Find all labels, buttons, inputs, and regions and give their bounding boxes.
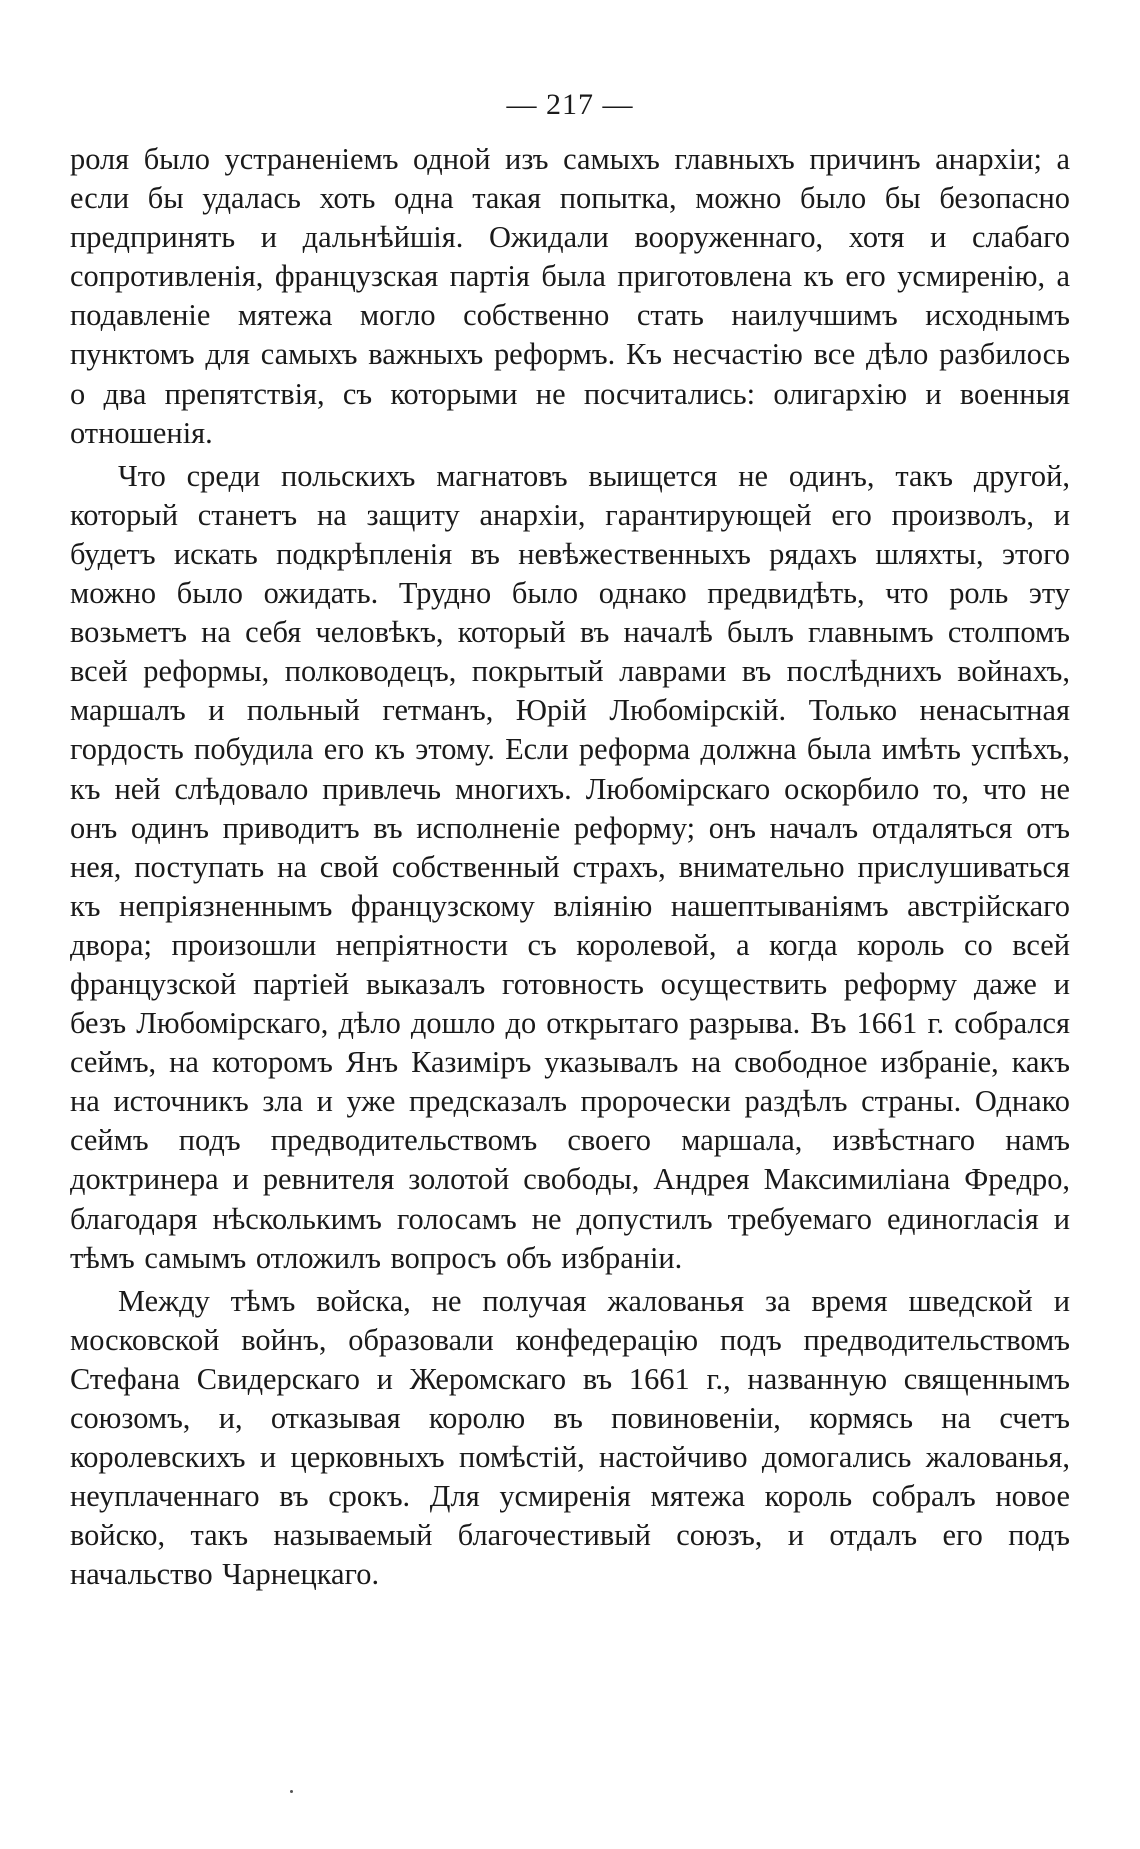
paragraph-2: Что среди польскихъ магнатовъ выищется не одинъ, такъ другой, который станетъ на защиту анархіи, гарантирующей его произволъ, и будетъ искать подкрѣпленія въ невѣжественныхъ рядахъ шляхты, этого можно было ожидать. Трудно было однако предвидѣть, что роль эту возьметъ на себя человѣкъ, который въ началѣ былъ главнымъ столпомъ всей реформы, полководецъ, покрытый лаврами въ послѣднихъ войнахъ, маршалъ и польный гетманъ, Юрій Любомірскій. Только ненасытная гордость побудила его къ этому. Если реформа должна была имѣть успѣхъ, къ ней слѣдовало привлечь многихъ. Любомірскаго оскорбило то, что не онъ одинъ приводитъ въ исполненіе реформу; онъ началъ отдаляться отъ нея, поступать на свой собственный страхъ, внимательно прислушиваться къ непріязненнымъ французскому вліянію нашептываніямъ австрійскаго двора; произошли непріятности съ королевой, а когда король со всей французской партіей выказалъ готовность осуществить реформу даже и безъ Любомірскаго, дѣло дошло до открытаго разрыва. Въ 1661 г. собрался сеймъ, на которомъ Янъ Казиміръ указывалъ на свободное избраніе, какъ на источникъ зла и уже предсказалъ пророчески раздѣлъ страны. Однако сеймъ подъ предводительствомъ своего маршала, извѣстнаго намъ доктринера и ревнителя золотой свободы, Андрея Максимиліана Фредро, благодаря нѣсколькимъ голосамъ не допустилъ требуемаго единогласія и тѣмъ самымъ отложилъ вопросъ объ избраніи. (70, 458, 1070, 1275)
paragraph-1: роля было устраненіемъ одной изъ самыхъ главныхъ причинъ анархіи; а если бы удалась хоть одна такая попытка, можно было бы безопасно предпринять и дальнѣйшія. Ожидали вооруженнаго, хотя и слабаго сопротивленія, французская партія была приготовлена къ его усмиренію, а подавленіе мятежа могло собственно стать наилучшимъ исходнымъ пунктомъ для самыхъ важныхъ реформъ. Къ несчастію все дѣло разбилось о два препятствія, съ которыми не посчитались: олигархію и военныя отношенія. (70, 142, 1070, 450)
print-speck (290, 1790, 293, 1793)
page-number: — 217 — (506, 88, 634, 121)
paragraph-3: Между тѣмъ войска, не получая жалованья за время шведской и московской войнъ, образовали конфедерацію подъ предводительствомъ Стефана Свидерскаго и Жеромскаго въ 1661 г., названную священнымъ союзомъ, и, отказывая королю въ повиновеніи, кормясь на счетъ королевскихъ и церковныхъ помѣстій, настойчиво домогались жалованья, неуплаченнаго въ срокъ. Для усмиренія мятежа король собралъ новое войско, такъ называемый благочестивый союзъ, и отдалъ его подъ начальство Чарнецкаго. (70, 1283, 1070, 1592)
